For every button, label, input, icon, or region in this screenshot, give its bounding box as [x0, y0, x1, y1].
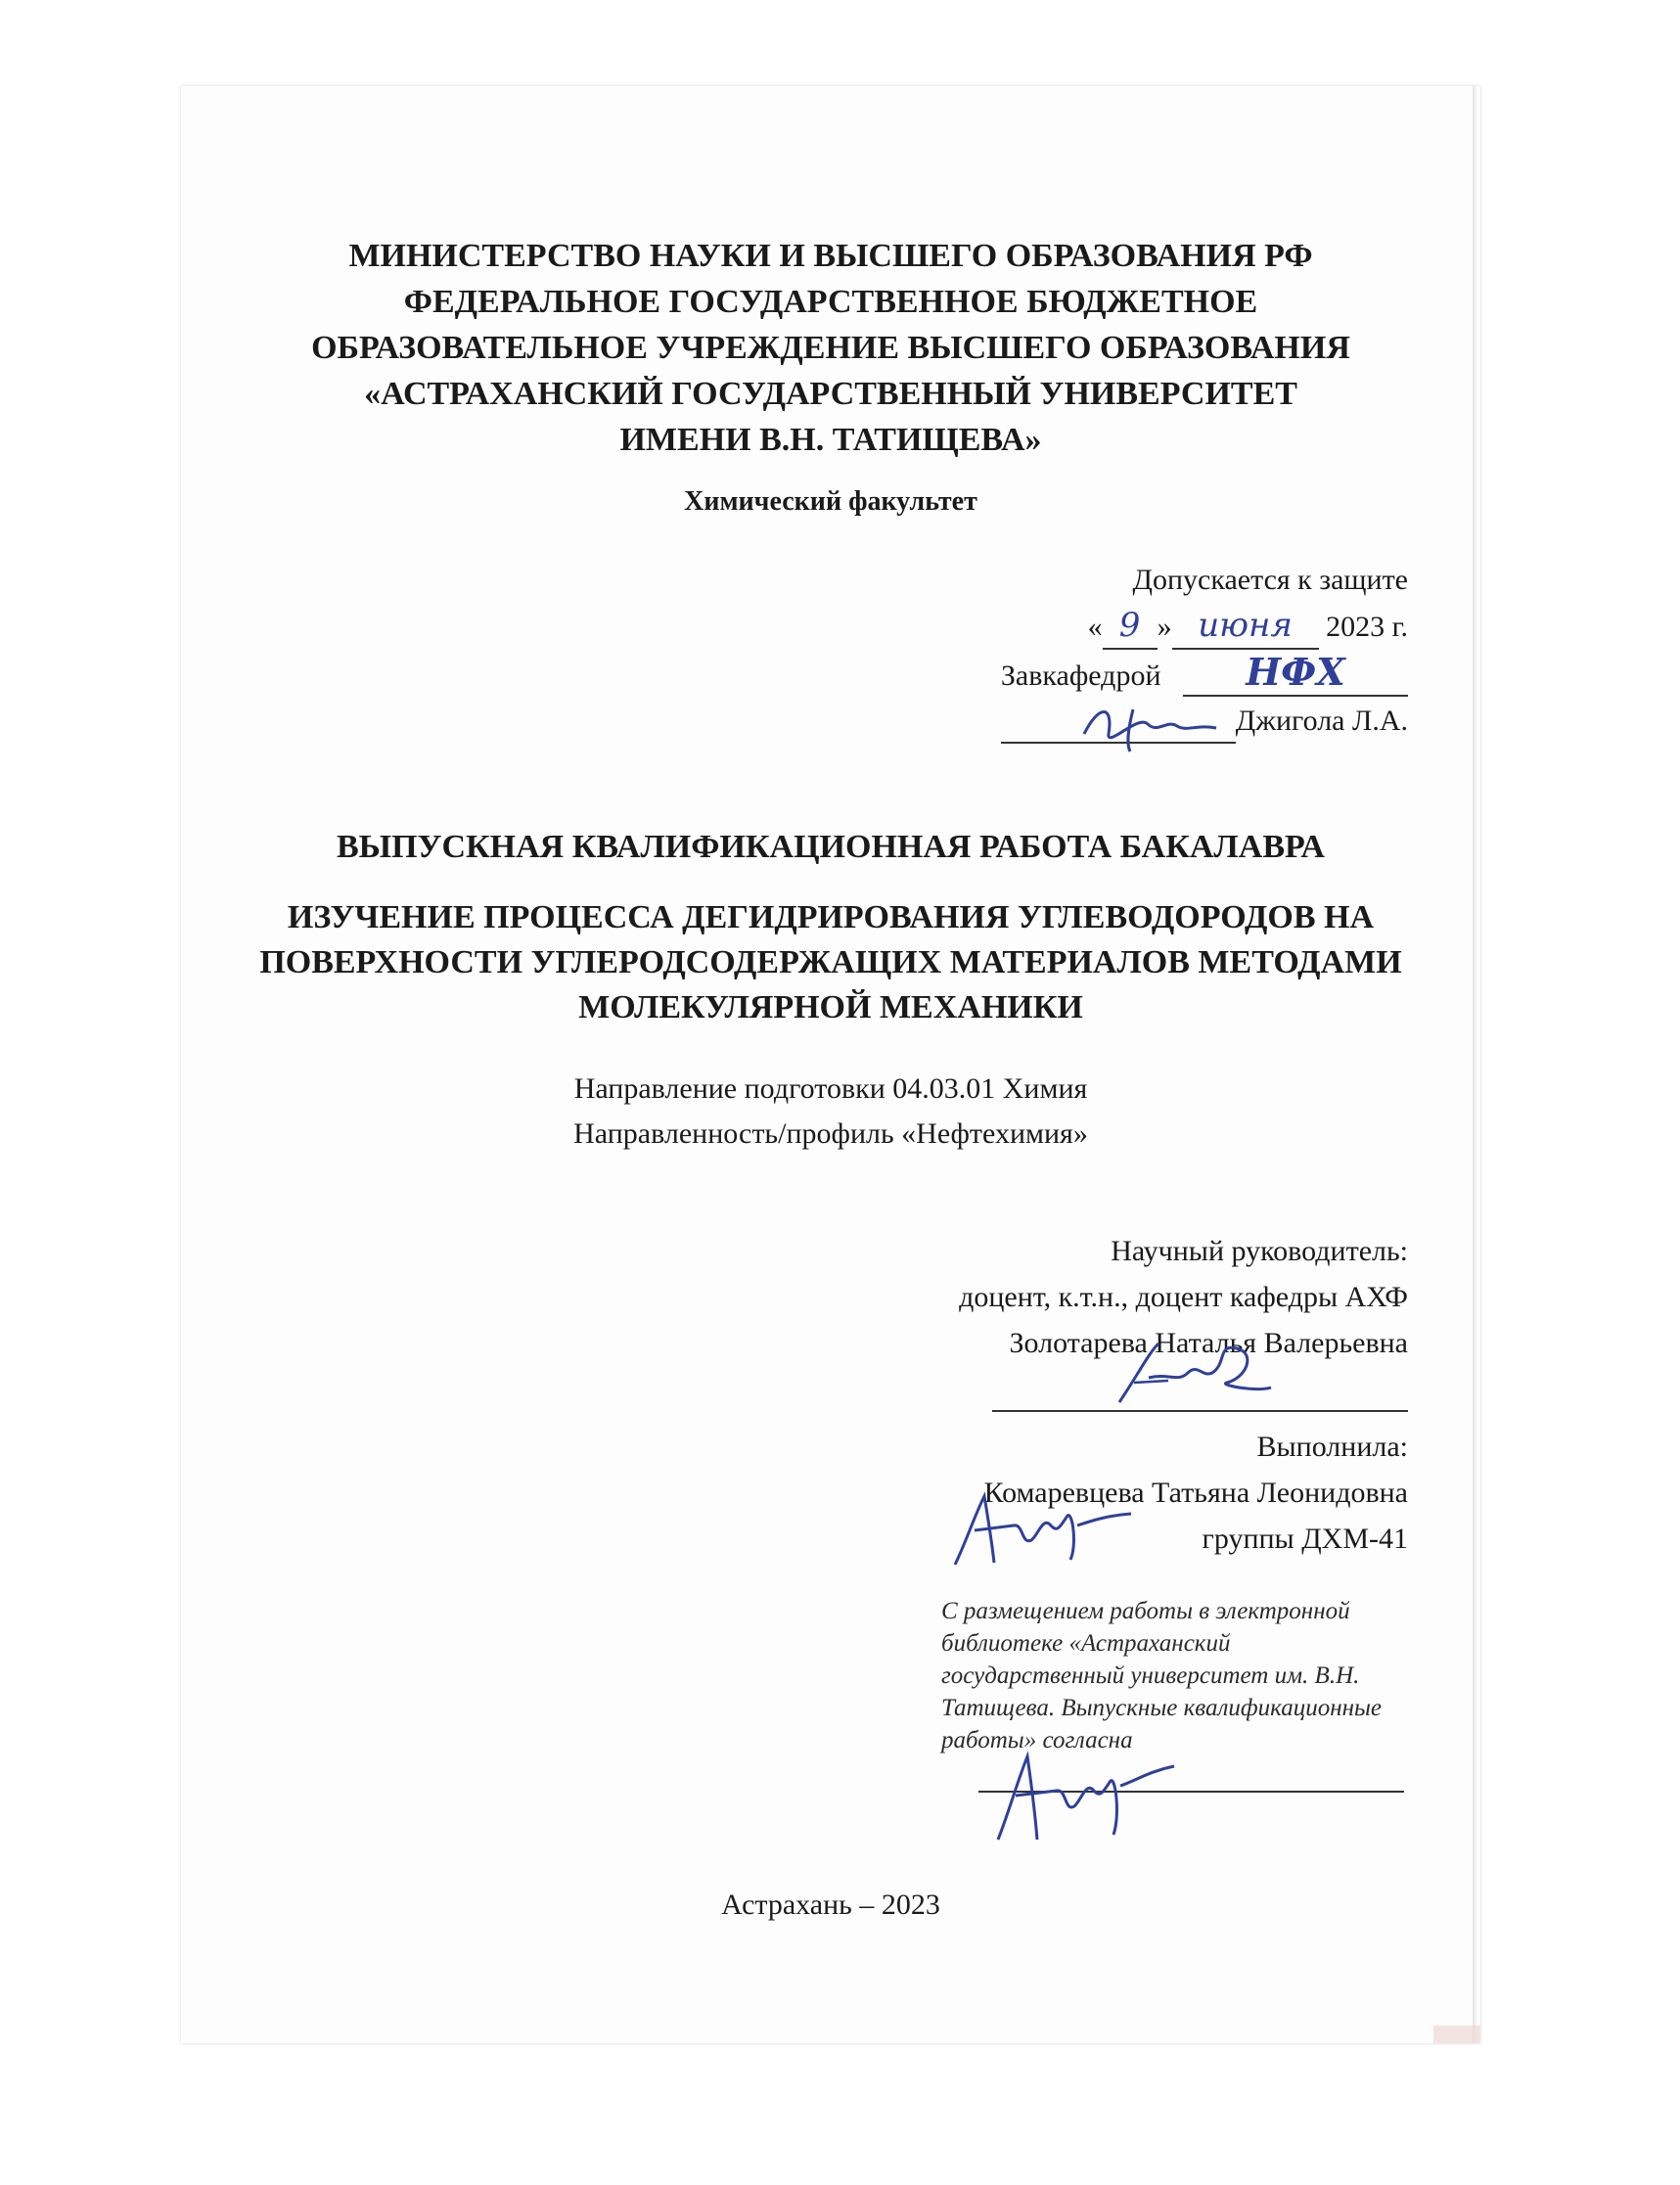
city-year: Астрахань – 2023	[721, 1889, 940, 1921]
ministry-line: «АСТРАХАНСКИЙ ГОСУДАРСТВЕННЫЙ УНИВЕРСИТЕТ	[364, 376, 1297, 412]
author-group-row	[984, 1516, 1408, 1562]
supervisor-position: доцент, к.т.н., доцент кафедры АХФ	[959, 1281, 1408, 1313]
faculty-name: Химический факультет	[684, 486, 977, 517]
consent-line: библиотеке «Астраханский	[941, 1630, 1231, 1657]
head-row	[1001, 650, 1408, 699]
direction-text: Направление подготовки 04.03.01 Химия	[573, 1072, 1088, 1105]
ministry-line: ФЕДЕРАЛЬНОЕ ГОСУДАРСТВЕННОЕ БЮДЖЕТНОЕ	[403, 284, 1258, 320]
ministry-line: ИМЕНИ В.Н. ТАТИЩЕВА»	[619, 422, 1042, 458]
supervisor-label: Научный руководитель:	[1111, 1235, 1408, 1267]
head-signature-line	[1001, 708, 1236, 744]
consent-line: государственный университет им. В.Н.	[941, 1662, 1360, 1689]
supervisor-signature	[1110, 1334, 1276, 1412]
consent-line: С размещением работы в электронной	[941, 1598, 1350, 1624]
admitted-label: Допускается к защите	[1132, 564, 1408, 596]
head-label: Завкафедрой	[1000, 660, 1161, 692]
ministry-line: МИНИСТЕРСТВО НАУКИ И ВЫСШЕГО ОБРАЗОВАНИЯ РФ	[348, 238, 1313, 274]
author-group: группы ДХМ-41	[1202, 1523, 1408, 1555]
supervisor-signature-line	[992, 1367, 1408, 1412]
work-type: ВЫПУСКНАЯ КВАЛИФИКАЦИОННАЯ РАБОТА БАКАЛАВРА	[337, 829, 1325, 865]
supervisor-signature-row	[959, 1366, 1408, 1415]
head-name: Джигола Л.А.	[1235, 705, 1408, 737]
page-edge-mark	[1433, 2026, 1480, 2043]
close-quote: »	[1157, 611, 1172, 643]
open-quote: «	[1087, 611, 1103, 643]
library-consent	[941, 1595, 1450, 1756]
work-title	[181, 895, 1480, 1030]
approval-year: 2023 г.	[1326, 611, 1408, 643]
approval-day: 9	[1103, 603, 1158, 650]
consent-signature	[988, 1742, 1184, 1849]
profile-text: Направленность/профиль «Нефтехимия»	[573, 1117, 1088, 1150]
head-signature	[1079, 695, 1226, 753]
ministry-header	[181, 233, 1480, 463]
consent-line: работы» согласна	[941, 1727, 1133, 1753]
approval-date	[1001, 603, 1408, 650]
approval-month: июня	[1172, 603, 1319, 650]
work-title-line: МОЛЕКУЛЯРНОЙ МЕХАНИКИ	[578, 989, 1083, 1025]
author-block	[984, 1424, 1408, 1562]
author-name: Комаревцева Татьяна Леонидовна	[983, 1477, 1408, 1509]
supervisor-name: Золотарева Наталья Валерьевна	[1009, 1327, 1408, 1359]
author-signature	[945, 1486, 1141, 1574]
approval-block	[1001, 558, 1408, 744]
work-title-line: ПОВЕРХНОСТИ УГЛЕРОДСОДЕРЖАЩИХ МАТЕРИАЛОВ МЕТОДАМИ	[259, 944, 1402, 980]
consent-line: Татищева. Выпускные квалификационные	[941, 1695, 1383, 1721]
direction-block	[181, 1067, 1480, 1157]
author-label: Выполнила:	[1256, 1431, 1408, 1463]
head-signature-row	[1001, 699, 1408, 744]
supervisor-block	[959, 1228, 1408, 1415]
department-handwritten: НФХ	[1183, 650, 1408, 697]
ministry-line: ОБРАЗОВАТЕЛЬНОЕ УЧРЕЖДЕНИЕ ВЫСШЕГО ОБРАЗОВАНИЯ	[311, 330, 1350, 366]
work-title-line: ИЗУЧЕНИЕ ПРОЦЕССА ДЕГИДРИРОВАНИЯ УГЛЕВОДОРОДОВ НА	[287, 899, 1375, 935]
